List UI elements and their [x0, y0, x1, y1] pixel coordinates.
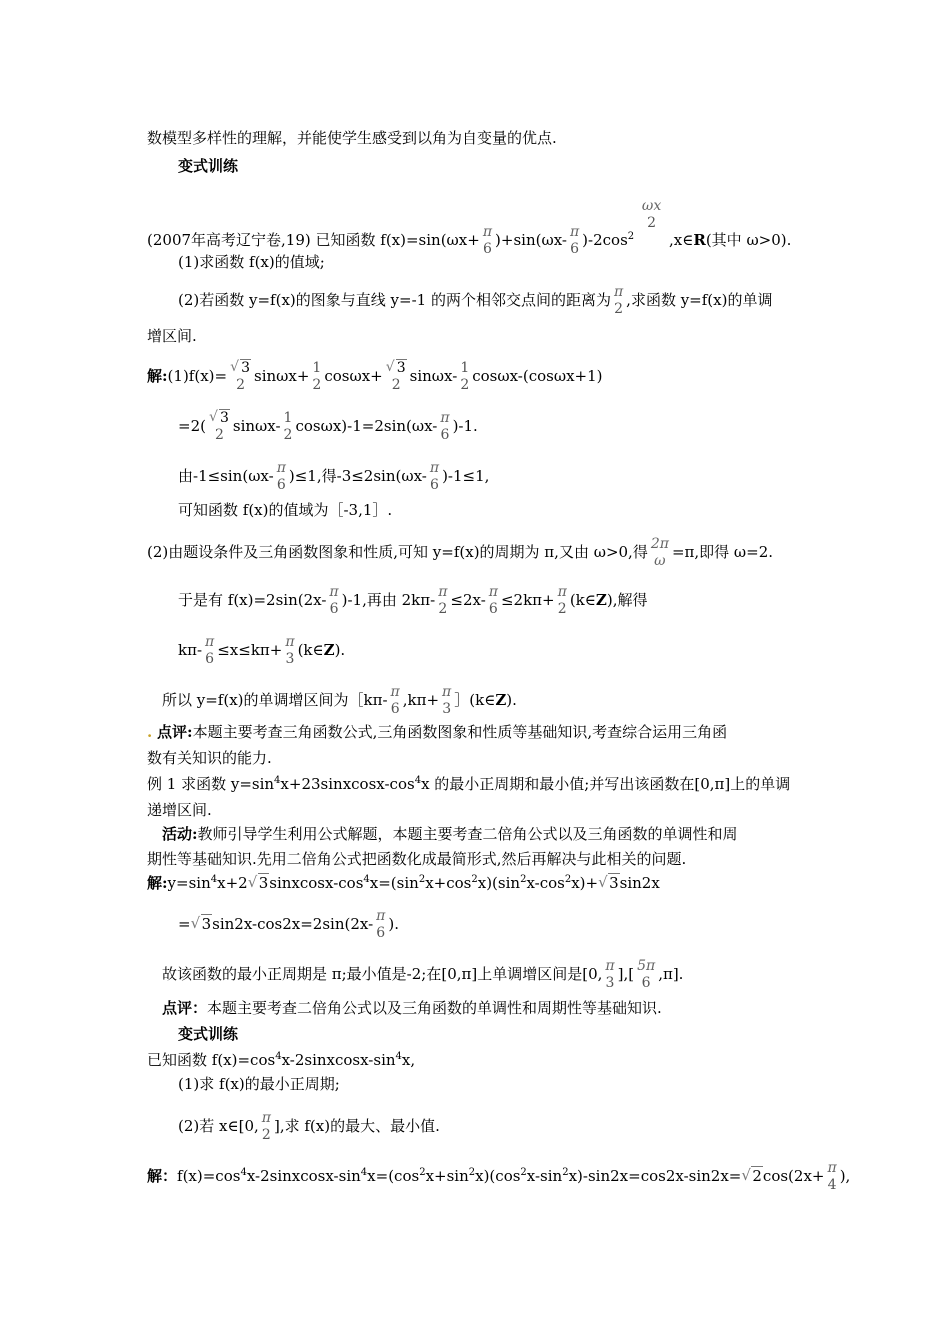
text: cos(2x+ — [762, 1167, 825, 1185]
fraction: π 6 — [376, 908, 386, 941]
final-solution — [147, 1160, 850, 1194]
exponent: 4 — [395, 1051, 402, 1062]
exponent: 4 — [414, 775, 422, 786]
text: 由-1≤sin(ωx- — [178, 467, 274, 485]
fraction: 2π ω — [650, 536, 669, 569]
text: cosωx)-1=2sin(ωx- — [295, 417, 438, 435]
fraction: π 2 — [261, 1110, 271, 1143]
fraction: 1 2 — [460, 360, 470, 393]
example-1-cont: 递增区间. — [147, 801, 212, 819]
text: ≤2kπ+ — [500, 591, 555, 609]
text: x)-sin2x=cos2x-sin2x= — [568, 1167, 742, 1185]
example-solution-3 — [162, 958, 683, 992]
comment-label: 点评: — [157, 723, 193, 741]
element-of-symbol: ∈ — [312, 641, 324, 659]
text: 教师引导学生利用公式解题，本题主要考查二倍角公式以及三角函数的单调性和周 — [197, 825, 738, 843]
text: x+23sinxcosx-cos — [280, 775, 415, 793]
text: = — [178, 915, 191, 933]
exponent: 2 — [520, 874, 527, 885]
text: (2)若函数 y=f(x)的图象与直线 y=-1 的两个相邻交点间的距离为 — [178, 291, 611, 309]
comment-1 — [147, 722, 727, 742]
fraction: π 2 — [438, 584, 448, 617]
comment-label: 点评： — [162, 999, 208, 1017]
text: sinωx- — [409, 367, 458, 385]
text: ,kπ+ — [402, 691, 440, 709]
question-3: (1)求 f(x)的最小正周期; — [178, 1075, 340, 1093]
element-of-symbol: ∈ — [584, 591, 596, 609]
text: ),解得 — [606, 591, 648, 609]
example-solution-2 — [178, 908, 399, 942]
solution-label: 解： — [147, 1167, 178, 1185]
section-heading-2: 变式训练 — [178, 1025, 239, 1043]
section-heading: 变式训练 — [178, 157, 239, 175]
solution-line-4: 可知函数 f(x)的值域为［-3,1］. — [178, 501, 393, 519]
fraction: √ 3 2 — [207, 410, 232, 444]
text: ,x — [669, 231, 683, 249]
text: ), — [839, 1167, 851, 1185]
text: (2)由题设条件及三角函数图象和性质,可知 y=f(x)的周期为 π,又由 ω>0,得 — [147, 543, 648, 561]
exponent: 4 — [210, 874, 218, 885]
text: sinωx- — [232, 417, 281, 435]
exponent: 2 — [627, 231, 635, 242]
text: x-2sinxcosx-sin — [246, 1167, 361, 1185]
text: sinxcosx-cos — [269, 874, 364, 892]
text: cosωx+ — [324, 367, 383, 385]
exponent: 4 — [274, 775, 281, 786]
text: 本题主要考查三角函数公式,三角函数图象和性质等基础知识,考查综合运用三角函 — [192, 723, 728, 741]
problem-2 — [147, 1050, 415, 1070]
text: y=sin — [167, 874, 211, 892]
comment-1-cont: 数有关知识的能力. — [147, 749, 272, 767]
text: ,π]. — [658, 965, 684, 983]
sqrt: √ 2 — [741, 1166, 763, 1186]
text: (其中 ω>0). — [705, 231, 792, 249]
text: x-2sinxcosx-sin — [281, 1051, 396, 1069]
text: kπ- — [178, 641, 203, 659]
text: )+sin(ωx- — [495, 231, 567, 249]
text: sin2x-cos2x=2sin(2x- — [212, 915, 374, 933]
exponent: 4 — [360, 1167, 368, 1178]
exponent: 2 — [562, 1167, 569, 1178]
fraction: π 3 — [442, 684, 452, 717]
text: )≤1,得-3≤2sin(ωx- — [288, 467, 427, 485]
text: 所以 y=f(x)的单调增区间为［kπ- — [162, 691, 388, 709]
sqrt: √ 3 — [248, 873, 270, 893]
solution-line-1 — [147, 360, 603, 394]
text: ,求函数 y=f(x)的单调 — [626, 291, 773, 309]
solution-label: 解: — [147, 874, 168, 892]
fraction: √ 3 2 — [228, 360, 253, 394]
example-solution-1 — [147, 873, 660, 893]
text: 已知函数 f(x)=cos — [147, 1051, 276, 1069]
fraction: 1 2 — [312, 360, 322, 393]
solution-line-6 — [178, 584, 647, 618]
exponent: 2 — [471, 874, 478, 885]
sqrt: √ 3 — [598, 873, 620, 893]
solution-label: 解: — [147, 367, 168, 385]
fraction: π 6 — [440, 410, 450, 443]
fraction: 1 2 — [283, 410, 293, 443]
text: )-1≤1, — [442, 467, 490, 485]
problem-statement — [147, 198, 791, 258]
fraction: π 2 — [557, 584, 567, 617]
exponent: 4 — [275, 1051, 282, 1062]
real-set-symbol: R — [693, 231, 706, 249]
text: )-2cos — [582, 231, 628, 249]
text: x 的最小正周期和最小值;并写出该函数在[0,π]上的单调 — [421, 775, 791, 793]
text: 于是有 f(x)=2sin(2x- — [178, 591, 327, 609]
text: x=(cos — [367, 1167, 420, 1185]
text: sinωx+ — [254, 367, 310, 385]
text: ］(k — [454, 691, 485, 709]
text: x-cos — [526, 874, 565, 892]
text: (1)f(x)= — [167, 367, 228, 385]
text: ≤2x- — [450, 591, 486, 609]
text: x-sin — [526, 1167, 563, 1185]
text: =2( — [178, 417, 206, 435]
fraction: π 4 — [827, 1160, 837, 1193]
text: x)+ — [571, 874, 599, 892]
element-of-symbol: ∈ — [227, 1117, 239, 1135]
solution-line-7 — [178, 634, 345, 668]
text: (2)若 x — [178, 1117, 228, 1135]
fraction: π 3 — [285, 634, 295, 667]
text: ],[ — [617, 965, 635, 983]
activity-cont: 期性等基础知识.先用二倍角公式把函数化成最简形式,然后再解决与此相关的问题. — [147, 850, 687, 868]
text: cosωx-(cosωx+1) — [472, 367, 603, 385]
fraction: π 6 — [390, 684, 400, 717]
exponent: 4 — [363, 874, 370, 885]
fraction: π 6 — [276, 460, 286, 493]
solution-line-5 — [147, 536, 773, 570]
text: x+2 — [217, 874, 248, 892]
text: )-1. — [452, 417, 478, 435]
sqrt: √ 3 — [191, 914, 213, 934]
fraction: π 6 — [329, 584, 339, 617]
exponent: 2 — [468, 1167, 476, 1178]
text: ). — [388, 915, 399, 933]
fraction: π 3 — [605, 958, 615, 991]
fraction: ωx 2 — [641, 198, 662, 231]
fraction: π 6 — [482, 224, 493, 257]
question-2-cont: 增区间. — [147, 327, 197, 345]
activity-label: 活动: — [162, 825, 198, 843]
fraction: π 2 — [613, 284, 624, 317]
activity — [162, 824, 738, 844]
text: f(x)=cos — [177, 1167, 241, 1185]
element-of-symbol: ∈ — [682, 231, 694, 249]
exponent: 2 — [564, 874, 572, 885]
fraction: 5π 6 — [637, 958, 656, 991]
intro-line: 数模型多样性的理解，并能使学生感受到以角为自变量的优点. — [147, 129, 557, 147]
exponent: 2 — [520, 1167, 527, 1178]
exponent: 2 — [418, 874, 426, 885]
marker-dot: . — [147, 723, 153, 741]
text: )-1,再由 2kπ- — [341, 591, 436, 609]
text: 故该函数的最小正周期是 π;最小值是-2;在[0,π]上单调增区间是[0, — [162, 965, 603, 983]
text: (k — [297, 641, 313, 659]
fraction: √ 3 2 — [384, 360, 409, 394]
text: ). — [334, 641, 346, 659]
text: (k — [569, 591, 585, 609]
text: x)(sin — [477, 874, 521, 892]
fraction: π 6 — [488, 584, 498, 617]
text: [0, — [238, 1117, 259, 1135]
exponent: 2 — [419, 1167, 426, 1178]
fraction: π 6 — [205, 634, 215, 667]
text: 本题主要考查二倍角公式以及三角函数的单调性和周期性等基础知识. — [207, 999, 662, 1017]
text: ],求 f(x)的最大、最小值. — [273, 1117, 440, 1135]
text: x, — [401, 1051, 416, 1069]
text: x+sin — [425, 1167, 469, 1185]
example-1 — [147, 774, 790, 794]
solution-line-8 — [162, 684, 517, 718]
integer-set-symbol: Z — [495, 691, 507, 709]
text: ≤x≤kπ+ — [217, 641, 283, 659]
question-1: (1)求函数 f(x)的值域; — [178, 253, 325, 271]
text: (2007年高考辽宁卷,19) 已知函数 f(x)=sin(ωx+ — [147, 231, 480, 249]
text: ). — [506, 691, 517, 709]
text: sin2x — [619, 874, 660, 892]
solution-line-3 — [178, 460, 489, 494]
fraction: π 6 — [429, 460, 440, 493]
exponent: 4 — [240, 1167, 247, 1178]
solution-line-2 — [178, 410, 478, 444]
fraction: π 6 — [569, 224, 580, 257]
text: =π,即得 ω=2. — [671, 543, 774, 561]
integer-set-symbol: Z — [595, 591, 607, 609]
question-4 — [178, 1110, 440, 1144]
text: x=(sin — [369, 874, 419, 892]
integer-set-symbol: Z — [323, 641, 335, 659]
comment-2 — [162, 998, 662, 1018]
element-of-symbol: ∈ — [484, 691, 496, 709]
text: 例 1 求函数 y=sin — [147, 775, 275, 793]
text: x)(cos — [475, 1167, 521, 1185]
text: x+cos — [425, 874, 472, 892]
question-2 — [178, 284, 772, 318]
